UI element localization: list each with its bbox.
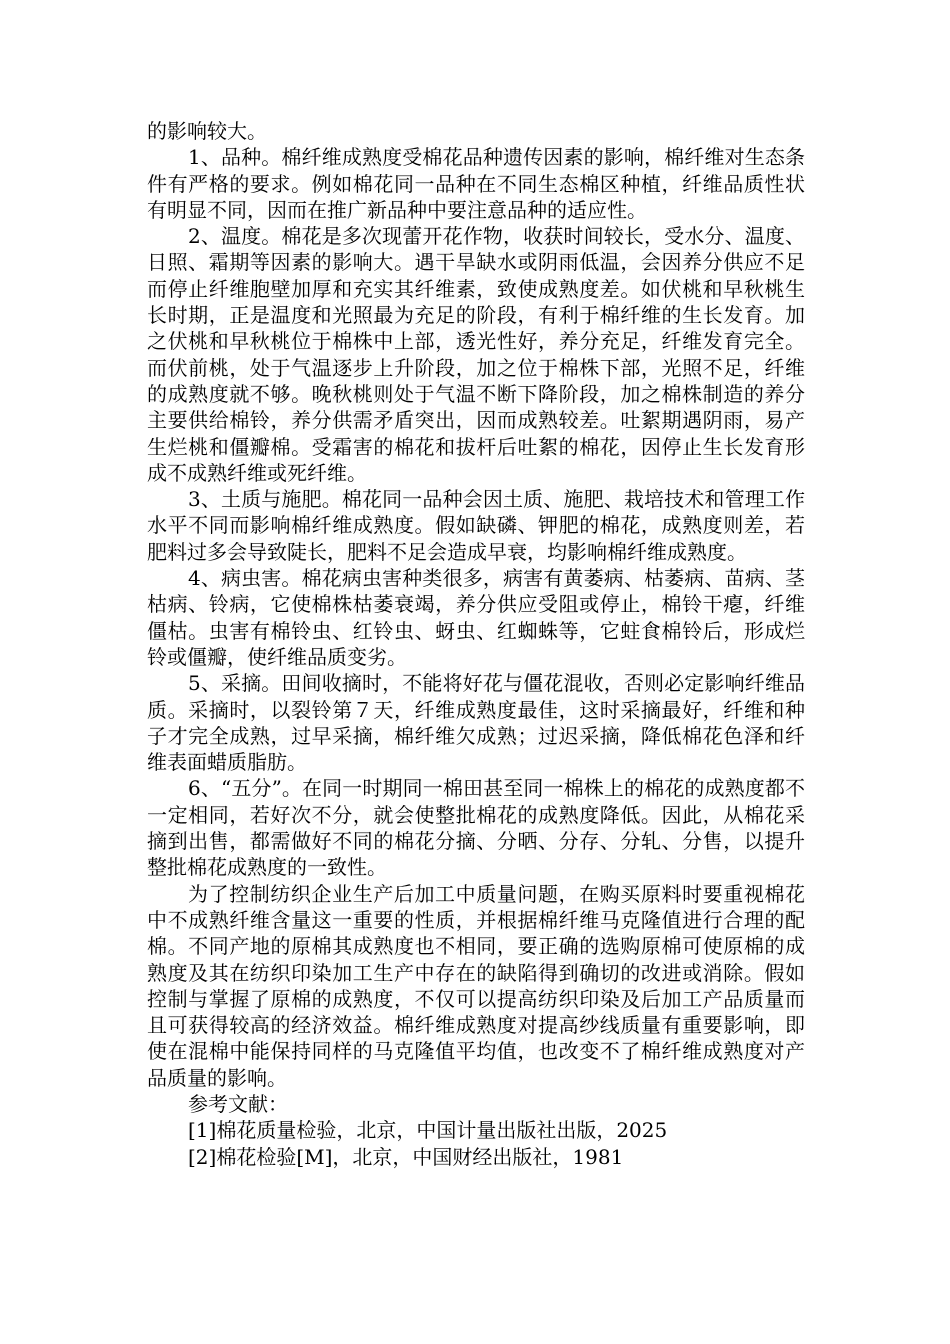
- references-heading: 参考文献：: [188, 1091, 288, 1116]
- paragraph-five-separations: 6、“五分”。在同一时期同一棉田甚至同一棉株上的棉花的成熟度都不一定相同，若好次不分，就会使整批棉花的成熟度降低。因此，从棉花采摘到出售，都需做好不同的棉花分摘、分晒、分存、分轧、分售，以提升整批棉花成熟度的一致性。: [147, 776, 805, 880]
- paragraph-continuation: 的影响较大。: [147, 119, 267, 143]
- paragraph-variety: 1、品种。棉纤维成熟度受棉花品种遗传因素的影响，棉纤维对生态条件有严格的要求。例如棉花同一品种在不同生态棉区种植，纤维品质性状有明显不同，因而在推广新品种中要注意品种的适应性。: [147, 145, 805, 222]
- document-body: [147, 118, 805, 1170]
- paragraph-temperature: 2、温度。棉花是多次现蕾开花作物，收获时间较长，受水分、温度、日照、霜期等因素的影响大。遇干旱缺水或阴雨低温，会因养分供应不足而停止纤维胞壁加厚和充实其纤维素，致使成熟度差。如伏桃和早秋桃生长时期，正是温度和光照最为充足的阶段，有利于棉纤维的生长发育。加之伏桃和早秋桃位于棉株中上部，透光性好，养分充足，纤维发育完全。而伏前桃，处于气温逐步上升阶段，加之位于棉株下部，光照不足，纤维的成熟度就不够。晚秋桃则处于气温不断下降阶段，加之棉株制造的养分主要供给棉铃，养分供需矛盾突出，因而成熟较差。吐絮期遇阴雨，易产生烂桃和僵瓣棉。受霜害的棉花和拔杆后吐絮的棉花，因停止生长发育形成不成熟纤维或死纤维。: [147, 224, 805, 485]
- reference-item: [2]棉花检验[M]，北京，中国财经出版社，1981: [188, 1144, 624, 1169]
- paragraph-soil-fertilizer: 3、土质与施肥。棉花同一品种会因土质、施肥、栽培技术和管理工作水平不同而影响棉纤维成熟度。假如缺磷、钾肥的棉花，成熟度则差，若肥料过多会导致陡长，肥料不足会造成早衰，均影响棉纤维成熟度。: [147, 487, 805, 564]
- reference-item: [1]棉花质量检验，北京，中国计量出版社出版，2025: [188, 1118, 668, 1143]
- paragraph-picking: 5、采摘。田间收摘时，不能将好花与僵花混收，否则必定影响纤维品质。采摘时，以裂铃第７天，纤维成熟度最佳，这时采摘最好，纤维和种子才完全成熟，过早采摘，棉纤维欠成熟；过迟采摘，降低棉花色泽和纤维表面蜡质脂肪。: [147, 671, 805, 775]
- paragraph-conclusion: 为了控制纺织企业生产后加工中质量问题，在购买原料时要重视棉花中不成熟纤维含量这一重要的性质，并根据棉纤维马克隆值进行合理的配棉。不同产地的原棉其成熟度也不相同，要正确的选购原棉可使原棉的成熟度及其在纺织印染加工生产中存在的缺陷得到确切的改进或消除。假如控制与掌握了原棉的成熟度，不仅可以提高纺织印染及后加工产品质量而且可获得较高的经济效益。棉纤维成熟度对提高纱线质量有重要影响，即使在混棉中能保持同样的马克隆值平均值，也改变不了棉纤维成熟度对产品质量的影响。: [147, 881, 805, 1090]
- paragraph-pests: 4、病虫害。棉花病虫害种类很多，病害有黄萎病、枯萎病、苗病、茎枯病、铃病，它使棉株枯萎衰竭，养分供应受阻或停止，棉铃干瘪，纤维僵枯。虫害有棉铃虫、红铃虫、蚜虫、红蜘蛛等，它蛀食棉铃后，形成烂铃或僵瓣，使纤维品质变劣。: [147, 566, 805, 669]
